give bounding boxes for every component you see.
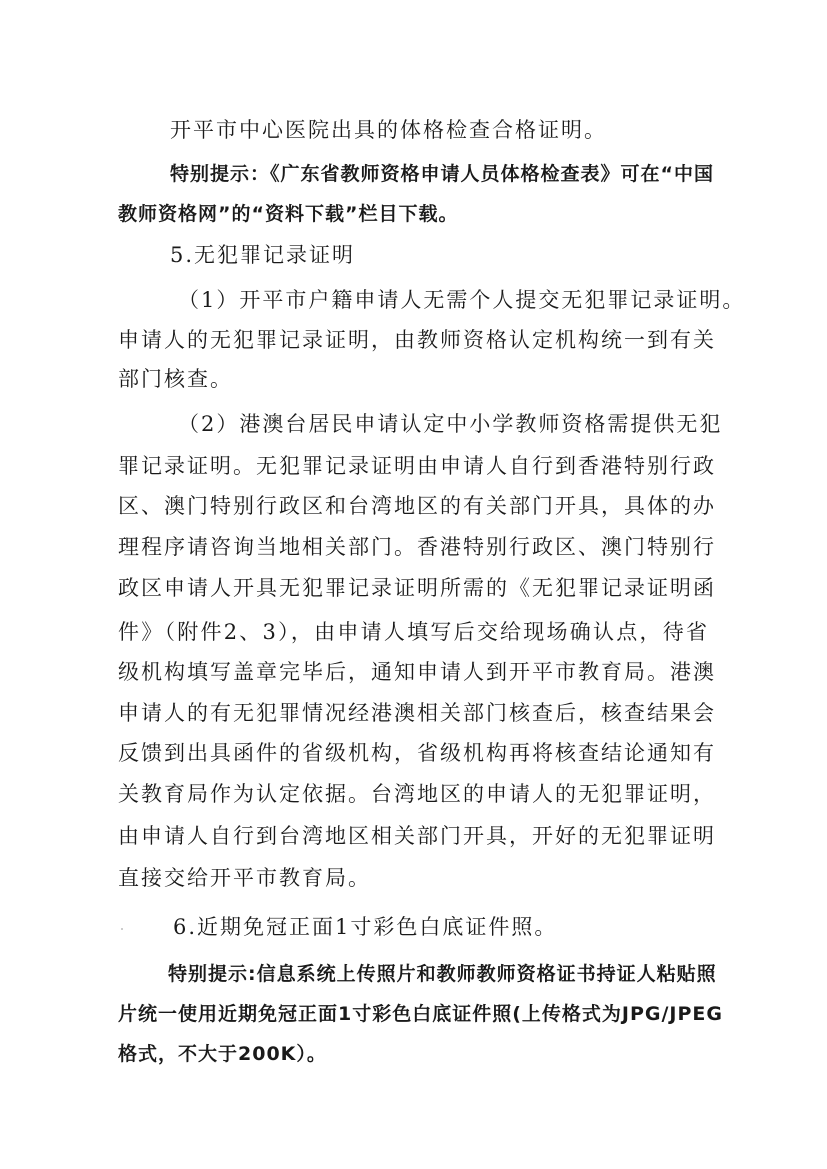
paragraph-line: 政区申请人开具无犯罪记录证明所需的《无犯罪记录证明函 [118, 576, 716, 600]
paragraph-line: 罪记录证明。无犯罪记录证明由申请人自行到香港特别行政 [118, 454, 716, 478]
paragraph-line: 级机构填写盖章完毕后，通知申请人到开平市教育局。港澳 [118, 660, 716, 684]
special-note-line: 教师资格网”的“资料下载”栏目下载。 [118, 203, 459, 225]
paragraph-line: 部门核查。 [118, 367, 233, 391]
paragraph-line: （2）港澳台居民申请认定中小学教师资格需提供无犯 [178, 412, 723, 436]
paragraph-line: 关教育局作为认定依据。台湾地区的申请人的无犯罪证明， [118, 782, 716, 806]
paragraph-line: 直接交给开平市教育局。 [118, 866, 371, 890]
special-note-line: 特别提示：《广东省教师资格申请人员体格检查表》可在“中国 [170, 163, 714, 185]
paragraph-line: 件》（附件2、3），由申请人填写后交给现场确认点，待省 [118, 620, 709, 644]
special-note-line: 特别提示:信息系统上传照片和教师教师资格证书持证人粘贴照 [168, 963, 717, 985]
paragraph-line: 理程序请咨询当地相关部门。香港特别行政区、澳门特别行 [118, 535, 716, 559]
special-note-line: 格式，不大于200K）。 [118, 1043, 327, 1065]
section-heading: 6.近期免冠正面1寸彩色白底证件照。 [173, 915, 558, 939]
paragraph-line: 由申请人自行到台湾地区相关部门开具，开好的无犯罪证明 [118, 824, 716, 848]
section-heading: 5.无犯罪记录证明 [170, 243, 356, 267]
special-note-line: 片统一使用近期免冠正面1寸彩色白底证件照(上传格式为JPG/JPEG [118, 1003, 724, 1025]
paragraph-line: 区、澳门特别行政区和台湾地区的有关部门开具，具体的办 [118, 494, 716, 518]
paragraph-line: 反馈到出具函件的省级机构，省级机构再将核查结论通知有 [118, 741, 716, 765]
paragraph-line: （1）开平市户籍申请人无需个人提交无犯罪记录证明。 [178, 288, 746, 312]
paragraph-line: 申请人的有无犯罪情况经港澳相关部门核查后，核查结果会 [118, 701, 716, 725]
paragraph-line: 开平市中心医院出具的体格检查合格证明。 [170, 118, 607, 142]
scan-speck [121, 928, 123, 930]
paragraph-line: 申请人的无犯罪记录证明，由教师资格认定机构统一到有关 [118, 328, 716, 352]
